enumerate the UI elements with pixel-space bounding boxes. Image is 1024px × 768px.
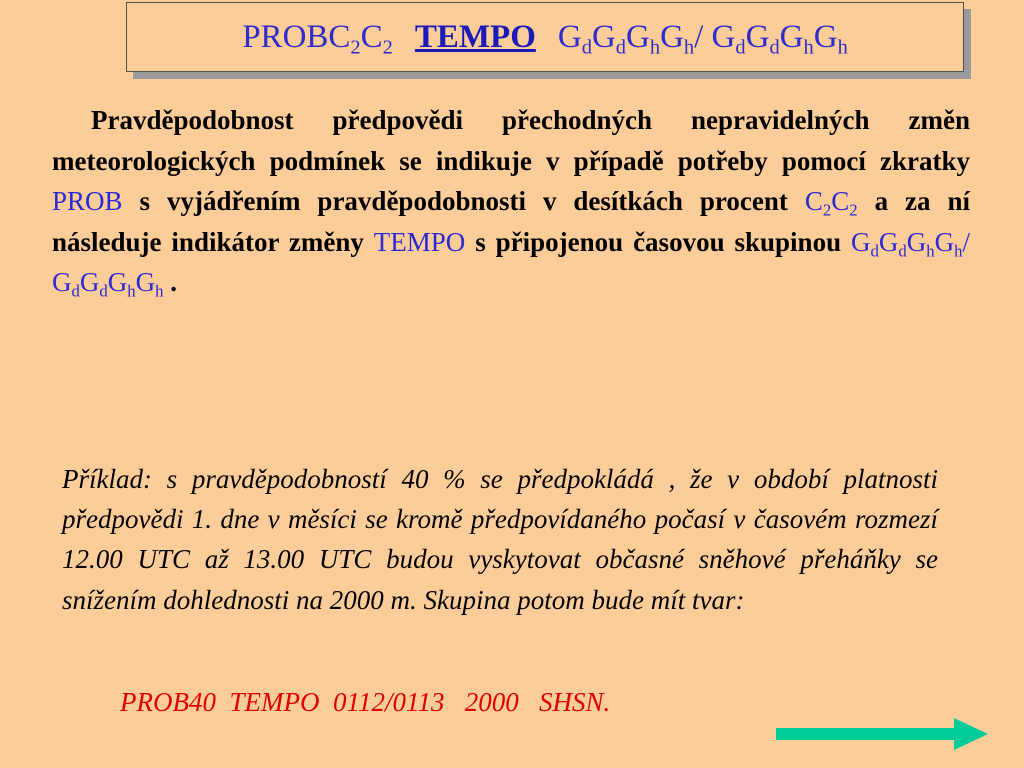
intro-text-2: s vyjádřením pravděpodobnosti v desítkách procent — [139, 186, 788, 216]
intro-text-3: a za ní následuje indikátor změny — [52, 186, 971, 257]
slide-title — [126, 2, 964, 72]
intro-prob-term: PROB — [52, 186, 123, 216]
intro-text-1: Pravděpodobnost předpovědi přechodných nepravidelných změn meteorologických podmínek se indikuje v případě potřeby pomocí zkratky — [52, 105, 970, 176]
title-tempo: TEMPO — [414, 18, 536, 55]
intro-c2c2: $C_2C_2$ — [804, 186, 858, 220]
intro-time-group: $G_dG_dG_hG_h/$ $G_dG_dG_hG_h$ — [52, 226, 971, 301]
intro-tempo-term: TEMPO — [373, 226, 466, 257]
title-prob: $PROBC_2C_2$ — [242, 18, 393, 59]
intro-end-period: . — [170, 267, 177, 297]
arrow-shape — [776, 718, 988, 750]
example-paragraph: Příklad: s pravděpodobností 40 % se předpokládá , že v období platnosti předpovědi 1. dne v měsíci se kromě předpovídaného počasí v časovém rozmezí 12.00 UTC až 13.00 UTC budou vyskytovat občasné sněhové přeháňky se snížením dohlednosti na 2000 m. Skupina potom bude mít tvar: — [62, 464, 938, 615]
example-code: PROB40 TEMPO 0112/0113 2000 SHSN. — [120, 687, 611, 717]
right-arrow-icon[interactable] — [776, 716, 990, 752]
title-time-group: $G_dG_dG_hG_h/$ $G_dG_dG_hG_h$ — [557, 18, 848, 59]
intro-paragraph — [52, 100, 970, 303]
intro-text-4: s připojenou časovou skupinou — [475, 226, 842, 257]
